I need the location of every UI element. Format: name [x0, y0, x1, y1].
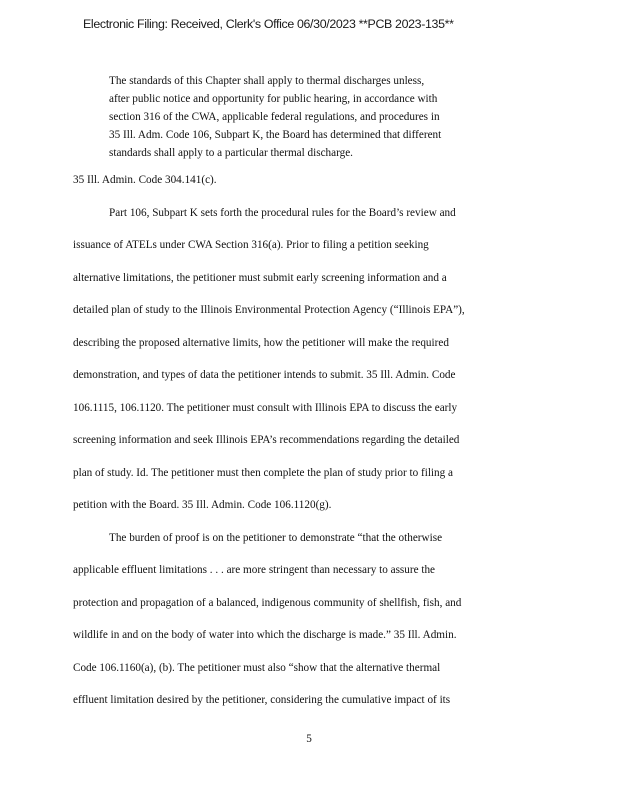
block-quote-line: The standards of this Chapter shall apply to thermal discharges unless, — [109, 75, 425, 87]
paragraph-line: Part 106, Subpart K sets forth the procedural rules for the Board’s review and — [109, 207, 456, 219]
filing-stamp-header: Electronic Filing: Received, Clerk's Office 06/30/2023 **PCB 2023-135** — [83, 17, 454, 31]
block-quote — [109, 72, 489, 162]
paragraph-line: effluent limitation desired by the petitioner, considering the cumulative impact of its — [73, 694, 451, 706]
paragraph-line: protection and propagation of a balanced, indigenous community of shellfish, fish, and — [73, 597, 462, 609]
block-quote-line: section 316 of the CWA, applicable federal regulations, and procedures in — [109, 111, 440, 123]
paragraph-line: wildlife in and on the body of water into which the discharge is made.” 35 Ill. Admin. — [73, 629, 457, 641]
paragraph-line: applicable effluent limitations . . . are more stringent than necessary to assure the — [73, 564, 436, 576]
paragraph-line: detailed plan of study to the Illinois Environmental Protection Agency (“Illinois EPA”), — [73, 304, 465, 316]
citation: 35 Ill. Admin. Code 304.141(c). — [73, 174, 217, 186]
paragraph-line: demonstration, and types of data the petitioner intends to submit. 35 Ill. Admin. Code — [73, 369, 456, 381]
block-quote-line: standards shall apply to a particular thermal discharge. — [109, 147, 353, 159]
paragraph-line: 106.1115, 106.1120. The petitioner must consult with Illinois EPA to discuss the early — [73, 402, 458, 414]
block-quote-line: 35 Ill. Adm. Code 106, Subpart K, the Board has determined that different — [109, 129, 442, 141]
paragraph-line: plan of study. Id. The petitioner must then complete the plan of study prior to filing a — [73, 467, 453, 479]
paragraph-line: The burden of proof is on the petitioner to demonstrate “that the otherwise — [109, 532, 443, 544]
paragraph-line: petition with the Board. 35 Ill. Admin. Code 106.1120(g). — [73, 499, 332, 511]
paragraph-line: Code 106.1160(a), (b). The petitioner must also “show that the alternative thermal — [73, 662, 441, 674]
paragraph-line: describing the proposed alternative limits, how the petitioner will make the required — [73, 337, 449, 349]
page-number: 5 — [306, 733, 312, 745]
paragraph-line: alternative limitations, the petitioner must submit early screening information and a — [73, 272, 447, 284]
paragraph-line: issuance of ATELs under CWA Section 316(a). Prior to filing a petition seeking — [73, 239, 429, 251]
paragraph-line: screening information and seek Illinois EPA’s recommendations regarding the detailed — [73, 434, 460, 446]
block-quote-line: after public notice and opportunity for public hearing, in accordance with — [109, 93, 438, 105]
